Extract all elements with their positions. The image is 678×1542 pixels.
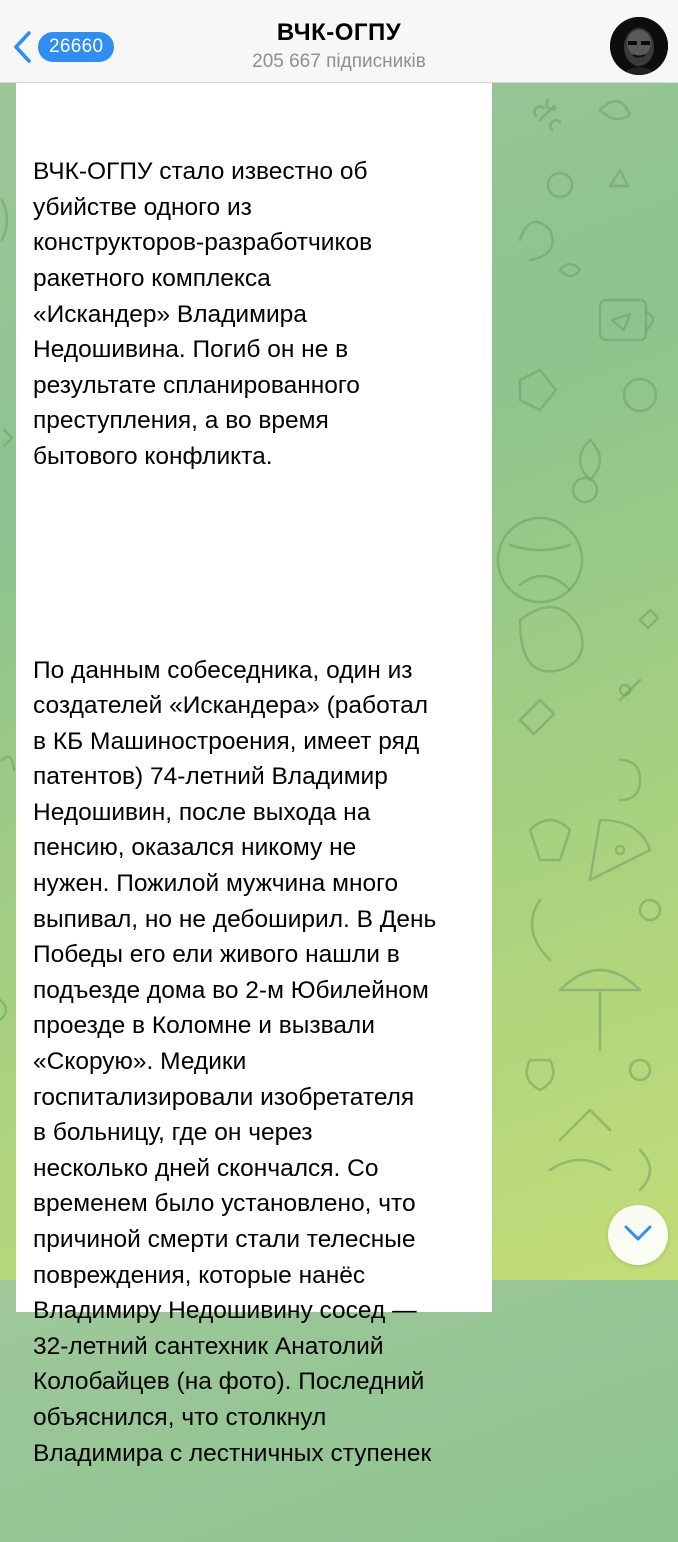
channel-title-block[interactable]: [0, 18, 678, 75]
message-bubble[interactable]: [16, 82, 492, 1467]
unread-count-badge: 26660: [38, 32, 114, 62]
scroll-to-bottom-button[interactable]: [608, 1205, 668, 1265]
chevron-down-icon: [623, 1224, 653, 1247]
channel-avatar[interactable]: [610, 17, 668, 75]
avatar-image: [610, 17, 668, 75]
message-text: [33, 83, 483, 1542]
chat-header: [0, 0, 678, 83]
subscriber-count: 205 667 підписників: [252, 51, 426, 72]
message-paragraph-1: ВЧК-ОГПУ стало известно об убийстве одного из конструкторов-разработчиков ракетного комплекса «Искандер» Владимира Недошивина. Погиб он не в результате спланированного преступления, а во время бытового конфликта.: [33, 158, 373, 470]
channel-title: ВЧК-ОГПУ: [276, 19, 402, 46]
message-paragraph-2: По данным собеседника, один из создателей «Искандера» (работал в КБ Машиностроения, имеет ряд патентов) 74-летний Владимир Недошивин, после выхода на пенсию, оказался никому не нужен. Пожилой мужчина много выпивал, но не дебоширил. В День Победы его ели живого нашли в подъезде дома во 2-м Юбилейном проезде в Коломне и вызвали «Скорую». Медики госпитализировали изобретателя в больницу, где он через несколько дней скончался. Со временем было установлено, что причиной смерти стали телесные повреждения, которые нанёс Владимиру Недошивину сосед — 32-летний сантехник Анатолий Колобайцев (на фото). Последний объяснился, что столкнул Владимира с лестничных ступенек: [33, 656, 437, 1467]
